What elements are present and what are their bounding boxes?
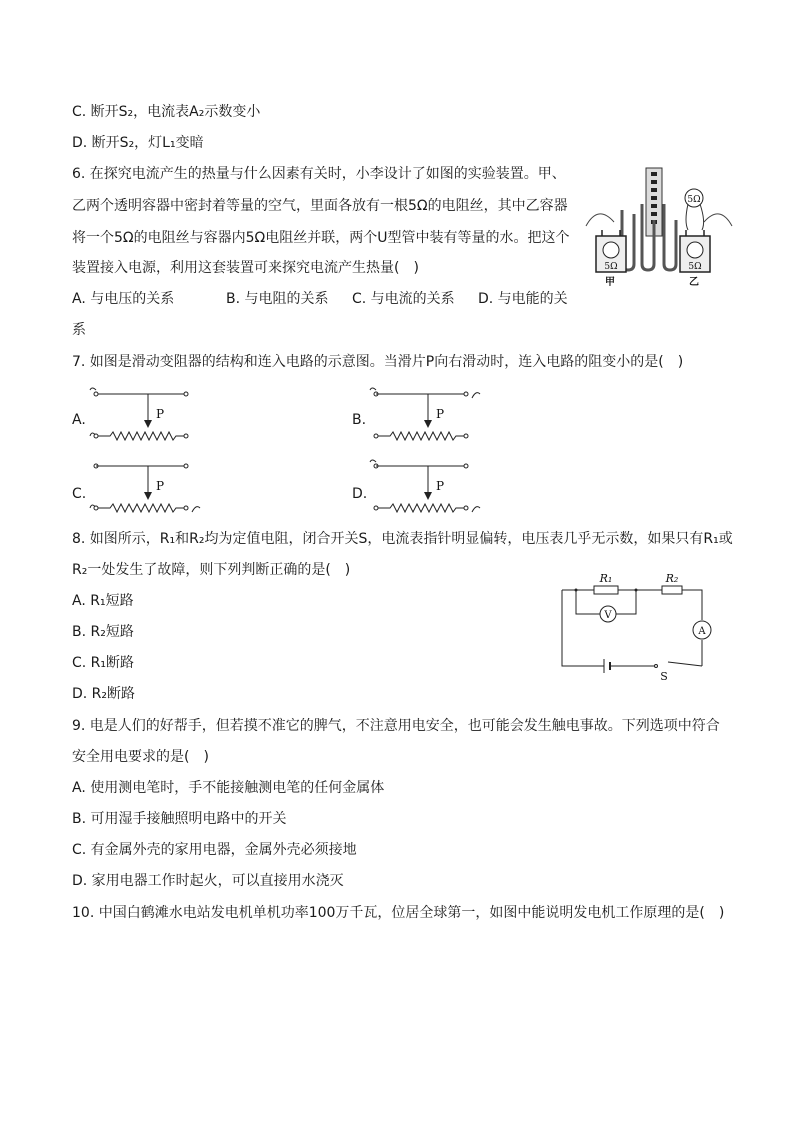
q6-option-c: C. 与电流的关系 <box>352 291 455 307</box>
q9-stem-line1: 9. 电是人们的好帮手，但若摸不准它的脾气，不注意用电安全，也可能会发生触电事故。下列选项中符合 <box>72 718 720 734</box>
q6-option-b: B. 与电阻的关系 <box>226 291 329 307</box>
q8-fig-r2-label: R₂ <box>665 572 679 585</box>
q8-stem-line2: R₂一处发生了故障，则下列判断正确的是( ) <box>72 562 351 578</box>
q8-option-b: B. R₂短路 <box>72 624 134 640</box>
q7-stem: 7. 如图是滑动变阻器的结构和连入电路的示意图。当滑片P向右滑动时，连入电路的阻变小的是( ) <box>72 354 684 370</box>
q9-option-c: C. 有金属外壳的家用电器，金属外壳必须接地 <box>72 842 357 858</box>
q6-fig-top-resistor-label: 5Ω <box>687 195 701 205</box>
q7-b-slider-label: P <box>436 407 445 421</box>
q6-fig-left-resistor-label: 5Ω <box>604 262 618 272</box>
q9-option-a: A. 使用测电笔时，手不能接触测电笔的任何金属体 <box>72 780 385 796</box>
q7-a-slider-label: P <box>156 407 165 421</box>
q5-option-c: C. 断开S₂，电流表A₂示数变小 <box>72 104 261 120</box>
q8-option-a: A. R₁短路 <box>72 593 134 609</box>
q7-rheostat-c <box>86 456 216 520</box>
q8-fig-r1-label: R₁ <box>599 572 613 585</box>
q7-rheostat-d <box>366 456 496 520</box>
q8-fig-switch-label: S <box>660 670 668 683</box>
q8-fig-voltmeter-label: V <box>604 610 612 621</box>
q6-stem-line4: 装置接入电源，利用这套装置可来探究电流产生热量( ) <box>72 260 419 276</box>
q7-c-slider-label: P <box>156 479 165 493</box>
q7-d-slider-label: P <box>436 479 445 493</box>
q7-rheostat-a <box>86 384 216 448</box>
q6-apparatus-figure <box>584 164 734 288</box>
q8-fig-ammeter-label: A <box>698 626 706 637</box>
q9-option-d: D. 家用电器工作时起火，可以直接用水浇灭 <box>72 873 344 889</box>
q8-option-d: D. R₂断路 <box>72 686 136 702</box>
q7-rheostat-b <box>366 384 496 448</box>
q6-fig-right-name: 乙 <box>689 277 699 288</box>
q10-stem: 10. 中国白鹤滩水电站发电机单机功率100万千瓦，位居全球第一，如图中能说明发电机工作原理的是( ) <box>72 905 725 921</box>
q6-stem-line2: 乙两个透明容器中密封着等量的空气，里面各放有一根5Ω的电阻丝，其中乙容器 <box>72 198 568 214</box>
q8-circuit-diagram <box>556 570 716 684</box>
q7-label-a: A. <box>72 412 86 428</box>
q7-label-d: D. <box>352 486 368 502</box>
q8-stem-line1: 8. 如图所示，R₁和R₂均为定值电阻，闭合开关S，电流表指针明显偏转，电压表几乎无示数，如果只有R₁或 <box>72 531 733 547</box>
q9-option-b: B. 可用湿手接触照明电路中的开关 <box>72 811 287 827</box>
q7-label-b: B. <box>352 412 367 428</box>
q7-label-c: C. <box>72 486 87 502</box>
q6-fig-right-resistor-label: 5Ω <box>688 262 702 272</box>
q6-stem-line1: 6. 在探究电流产生的热量与什么因素有关时，小李设计了如图的实验装置。甲、 <box>72 166 566 182</box>
q9-stem-line2: 安全用电要求的是( ) <box>72 749 209 765</box>
q8-option-c: C. R₁断路 <box>72 655 135 671</box>
q6-option-d: D. 与电能的关 <box>478 291 568 307</box>
q6-fig-left-name: 甲 <box>605 277 615 288</box>
q6-option-a: A. 与电压的关系 <box>72 291 175 307</box>
q5-option-d: D. 断开S₂，灯L₁变暗 <box>72 135 204 151</box>
q6-stem-line3: 将一个5Ω的电阻丝与容器内5Ω电阻丝并联，两个U型管中装有等量的水。把这个 <box>72 230 570 246</box>
q6-option-d-wrap: 系 <box>72 322 86 338</box>
